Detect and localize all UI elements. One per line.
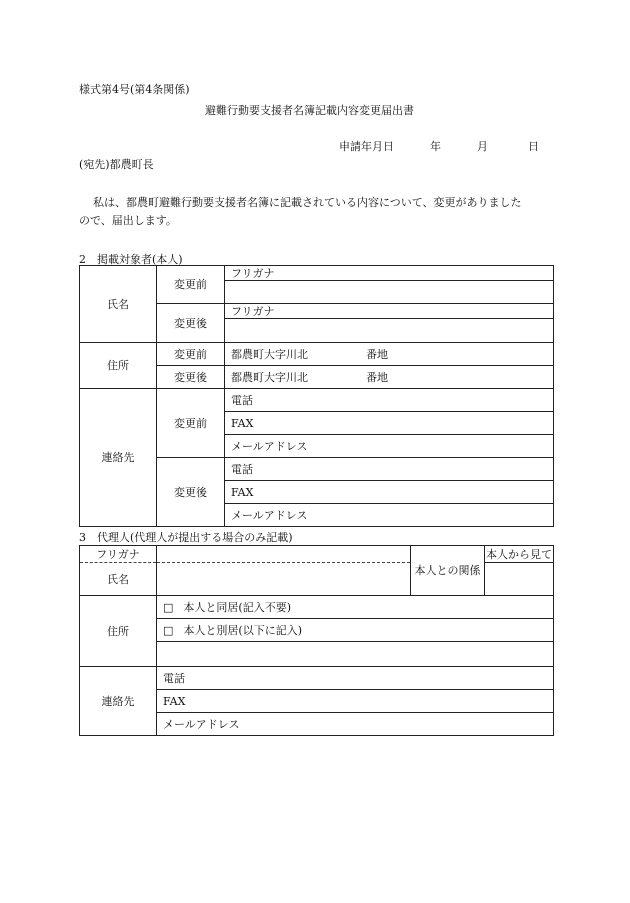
checkbox-icon[interactable]: □ <box>163 600 174 614</box>
proxy-furigana-label: フリガナ <box>80 546 157 563</box>
proxy-address-label: 住所 <box>80 596 157 667</box>
address-before-field[interactable] <box>225 343 554 366</box>
contact-before-email[interactable]: メールアドレス <box>225 435 554 458</box>
option-separate-residence[interactable] <box>157 619 554 642</box>
contact-label: 連絡先 <box>80 389 157 527</box>
relation-note: 本人から見て <box>486 547 552 561</box>
date-line <box>339 138 539 154</box>
name-after-label: 変更後 <box>157 304 225 343</box>
option-same-residence[interactable] <box>157 596 554 619</box>
proxy-contact-label: 連絡先 <box>80 667 157 736</box>
name-after-field[interactable] <box>225 319 554 343</box>
name-after-furigana[interactable]: フリガナ <box>225 304 554 319</box>
body-text-line2: ので、届出します。 <box>79 214 177 227</box>
contact-after-email[interactable]: メールアドレス <box>225 504 554 527</box>
contact-after-label: 変更後 <box>157 458 225 527</box>
proxy-address-field[interactable] <box>157 642 554 667</box>
contact-after-fax[interactable]: FAX <box>225 481 554 504</box>
contact-before-label: 変更前 <box>157 389 225 458</box>
proxy-table <box>79 545 554 736</box>
address-before-suffix: 番地 <box>366 347 388 361</box>
contact-before-phone[interactable]: 電話 <box>225 389 554 412</box>
proxy-email[interactable]: メールアドレス <box>157 713 554 736</box>
date-year: 年 <box>430 140 441 153</box>
form-title: 避難行動要支援者名簿記載内容変更届出書 <box>205 104 414 117</box>
address-after-prefix: 都農町大字川北 <box>231 370 308 384</box>
address-before-label: 変更前 <box>157 343 225 366</box>
section2-heading: 2 掲載対象者(本人) <box>79 253 183 266</box>
date-month: 月 <box>477 140 488 153</box>
proxy-name-field[interactable] <box>157 563 411 596</box>
name-before-furigana[interactable]: フリガナ <box>225 266 554 281</box>
checkbox-icon[interactable]: □ <box>163 623 174 637</box>
date-day: 日 <box>528 140 539 153</box>
relation-field[interactable] <box>485 563 554 596</box>
proxy-furigana-field[interactable] <box>157 546 411 563</box>
addressee: (宛先)都農町長 <box>79 158 154 171</box>
proxy-phone[interactable]: 電話 <box>157 667 554 690</box>
section3-heading: 3 代理人(代理人が提出する場合のみ記載) <box>79 531 293 544</box>
address-after-label: 変更後 <box>157 366 225 389</box>
body-text-line1: 私は、都農町避難行動要支援者名簿に記載されている内容について、変更がありました <box>93 196 522 209</box>
name-before-label: 変更前 <box>157 266 225 304</box>
contact-before-fax[interactable]: FAX <box>225 412 554 435</box>
subject-table <box>79 265 554 527</box>
address-before-prefix: 都農町大字川北 <box>231 347 308 361</box>
address-after-suffix: 番地 <box>366 370 388 384</box>
address-after-field[interactable] <box>225 366 554 389</box>
proxy-fax[interactable]: FAX <box>157 690 554 713</box>
form-number: 様式第4号(第4条関係) <box>79 83 190 96</box>
date-label: 申請年月日 <box>339 140 394 153</box>
name-label: 氏名 <box>80 266 157 343</box>
name-before-field[interactable] <box>225 281 554 304</box>
option-separate-label: 本人と別居(以下に記入) <box>183 623 302 637</box>
relation-label: 本人との関係 <box>411 546 485 596</box>
address-label: 住所 <box>80 343 157 389</box>
contact-after-phone[interactable]: 電話 <box>225 458 554 481</box>
proxy-name-label: 氏名 <box>80 563 157 596</box>
option-same-label: 本人と同居(記入不要) <box>183 600 291 614</box>
